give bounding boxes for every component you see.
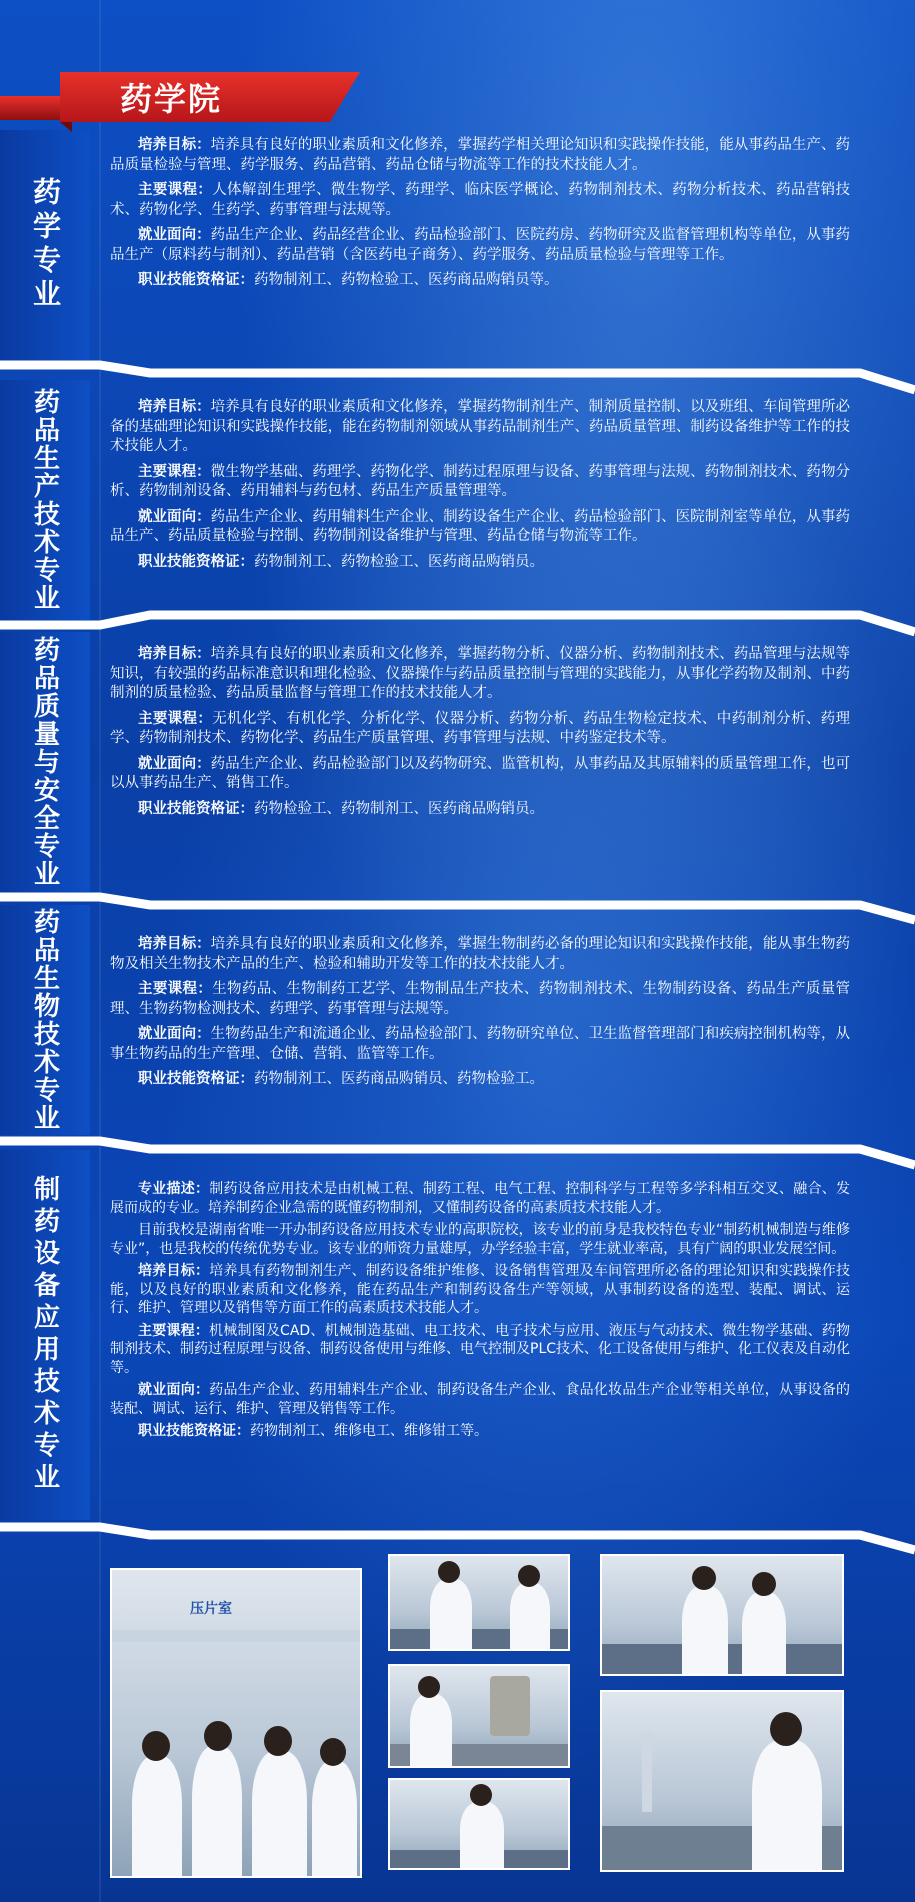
para-goal: 培养目标：培养具有良好的职业素质和文化修养，掌握药物分析、仪器分析、药物制剂技术、药品管理与法规等知识，有较强的药品标准意识和理化检验、仪器操作与药品质量控制与管理的实践能力，从事化学药物及制剂、中药制剂的质量检验、药品质量监督与管理工作的技术技能人才。 — [110, 646, 850, 701]
header-ribbon-tail — [0, 96, 70, 120]
page-title: 药学院 — [120, 80, 223, 118]
para-certificate: 职业技能资格证：药物制剂工、药物检验工、医药商品购销员。 — [138, 553, 544, 570]
para-courses: 主要课程：微生物学基础、药理学、药物化学、制药过程原理与设备、药事管理与法规、药物制剂技术、药物分析、药物制剂设备、药用辅料与药包材、药品生产质量管理等。 — [110, 463, 850, 499]
para-employment: 就业面向：药品生产企业、药用辅料生产企业、制药设备生产企业、药品检验部门、医院制剂室等单位，从事药品生产、药品质量检验与控制、药物制剂设备维护与管理、药品仓储与物流等工作。 — [110, 508, 850, 544]
para-courses: 主要课程：无机化学、有机化学、分析化学、仪器分析、药物分析、药品生物检定技术、中药制剂分析、药理学、药物制剂技术、药物化学、药品生产质量管理、药事管理与法规、中药鉴定技术等。 — [110, 710, 850, 746]
para-certificate: 职业技能资格证：药物检验工、药物制剂工、医药商品购销员。 — [138, 800, 544, 817]
para-employment: 就业面向：药品生产企业、药用辅料生产企业、制药设备生产企业、食品化妆品生产企业等相关单位，从事设备的装配、调试、运行、维护、管理及销售等工作。 — [110, 1382, 851, 1417]
lab-sign: 压片室 — [190, 1601, 232, 1617]
photo-lab-1 — [388, 1554, 570, 1651]
para-courses: 主要课程：人体解剖生理学、微生物学、药理学、临床医学概论、药物制剂技术、药物分析技术、药品营销技术、药物化学、生药学、药事管理与法规等。 — [110, 182, 850, 218]
para-certificate: 职业技能资格证：药物制剂工、维修电工、维修钳工等。 — [138, 1423, 488, 1439]
para-employment: 就业面向：药品生产企业、药品经营企业、药品检验部门、医院药房、药物研究及监督管理机构等单位，从事药品生产（原料药与制剂）、药品营销（含医药电子商务）、药学服务、药品质量检验与管理等工作。 — [110, 227, 850, 263]
tab-biotech-label: 药品生物技术专业 — [29, 908, 60, 1132]
para-description: 专业描述：制药设备应用技术是由机械工程、制药工程、电气工程、控制科学与工程等多学科相互交叉、融合、发展而成的专业。培养制药企业急需的既懂药物制剂，又懂制药设备的高素质技术技能人才。 — [110, 1181, 851, 1216]
tab-pharmacy-label: 药学专业 — [29, 177, 62, 313]
para-background: 目前我校是湖南省唯一开办制药设备应用技术专业的高职院校，该专业的前身是我校特色专业“制药机械制造与维修专业”，也是我校的传统优势专业。该专业的师资力量雄厚，办学经验丰富，学生就业率高，具有广阔的职业发展空间。 — [110, 1222, 850, 1257]
tab-drug-quality-label: 药品质量与安全专业 — [29, 636, 60, 888]
header-ribbon-fold — [60, 122, 72, 132]
para-goal: 培养目标：培养具有良好的职业素质和文化修养，掌握生物制药必备的理论知识和实践操作技能，能从事生物药物及相关生物技术产品的生产、检验和辅助开发等工作的技术技能人才。 — [110, 936, 850, 972]
para-certificate: 职业技能资格证：药物制剂工、药物检验工、医药商品购销员等。 — [138, 272, 559, 288]
para-courses: 主要课程：生物药品、生物制药工艺学、生物制品生产技术、药物制剂技术、生物制药设备、药品生产质量管理、生物药物检测技术、药理学、药事管理与法规等。 — [110, 981, 850, 1017]
para-goal: 培养目标：培养具有良好的职业素质和文化修养，掌握药物制剂生产、制剂质量控制、以及班组、车间管理所必备的基础理论知识和实践操作技能，能在药物制剂领域从事药品制剂生产、药品质量管理、制药设备维护等工作的技术技能人才。 — [110, 399, 850, 454]
section-drug-quality — [110, 645, 850, 825]
section-equipment — [110, 1180, 850, 1445]
photo-lab-3 — [388, 1778, 570, 1870]
para-employment: 就业面向：生物药品生产和流通企业、药品检验部门、药物研究单位、卫生监督管理部门和疾病控制机构等，从事生物药品的生产管理、仓储、营销、监管等工作。 — [110, 1026, 850, 1062]
para-employment: 就业面向：药品生产企业、药品检验部门以及药物研究、监管机构，从事药品及其原辅料的质量管理工作，也可以从事药品生产、销售工作。 — [110, 755, 850, 791]
photo-lab-2 — [388, 1664, 570, 1768]
section-pharmacy — [110, 136, 850, 297]
photo-tablet-room — [110, 1568, 362, 1878]
para-goal: 培养目标：培养具有药物制剂生产、制药设备维护维修、设备销售管理及车间管理所必备的理论知识和实践操作技能，以及良好的职业素质和文化修养，能在药品生产和制药设备生产等领域，从事制药设备的选型、装配、调试、运行、维护、管理以及销售等方面工作的高素质技术技能人才。 — [110, 1263, 851, 1316]
photo-lab-4 — [600, 1554, 844, 1676]
section-pharma-production — [110, 398, 850, 578]
tab-pharma-production-label: 药品生产技术专业 — [29, 388, 60, 612]
para-certificate: 职业技能资格证：药物制剂工、医药商品购销员、药物检验工。 — [138, 1071, 544, 1087]
tab-equipment-label: 制药设备应用技术专业 — [29, 1175, 60, 1495]
photo-lab-5 — [600, 1690, 844, 1872]
para-courses: 主要课程：机械制图及CAD、机械制造基础、电工技术、电子技术与应用、液压与气动技术、微生物学基础、药物制剂技术、制药过程原理与设备、制药设备使用与维修、电气控制及PLC技术、化工设备使用与维护、化工仪表及自动化等。 — [110, 1322, 851, 1376]
para-goal: 培养目标：培养具有良好的职业素质和文化修养，掌握药学相关理论知识和实践操作技能，能从事药品生产、药品质量检验与管理、药学服务、药品营销、药品仓储与物流等工作的技术技能人才。 — [110, 137, 850, 173]
section-biotech — [110, 935, 850, 1096]
